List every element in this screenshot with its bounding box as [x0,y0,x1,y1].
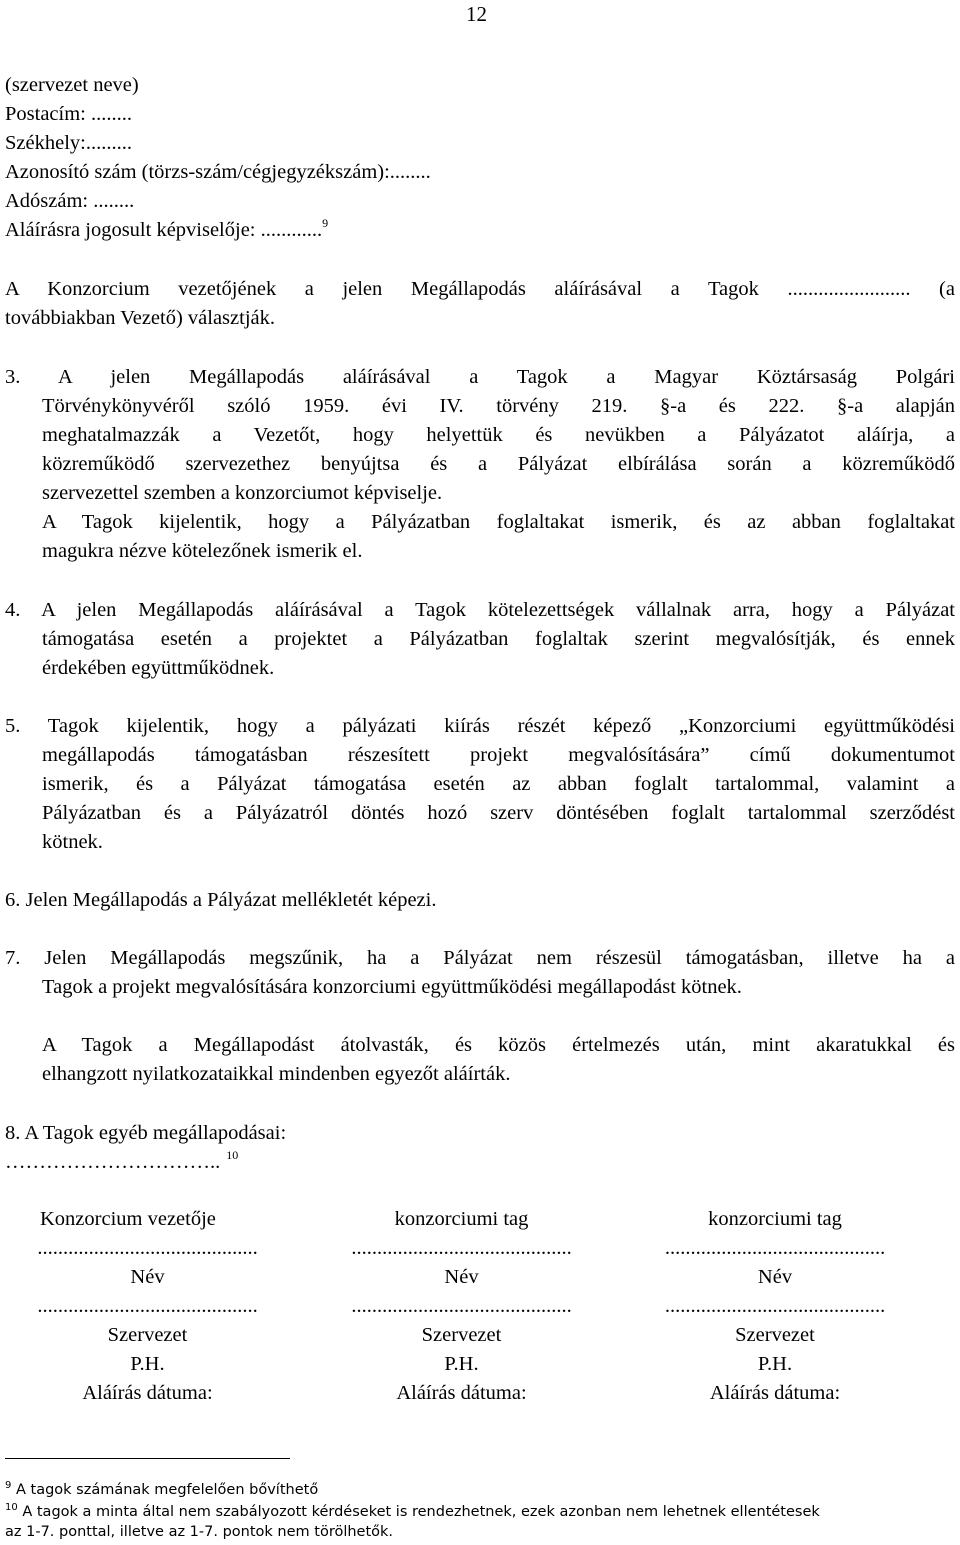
point3-line-2: Törvénykönyvéről szóló 1959. évi IV. törvény 219. §-a és 222. §-a alapján [42,395,955,417]
point8-title: 8. A Tagok egyéb megállapodásai: [5,1122,287,1144]
sig-col2-org-label: Szervezet [421,1324,502,1346]
sig-col3-date: Aláírás dátuma: [709,1382,841,1404]
point7-line-2: Tagok a projekt megvalósítására konzorciumi együttműködési megállapodást kötnek. [42,976,742,998]
id-number-line: Azonosító szám (törzs-szám/cégjegyzékszám):........ [5,161,431,183]
point5-line-3: ismerik, és a Pályázat támogatása esetén az abban foglalt tartalommal, valamint a [42,773,955,795]
sig-col1-title: Konzorcium vezetője [40,1208,216,1230]
footnote-10 [5,1502,820,1522]
footnote-9-text: A tagok számának megfelelően bővíthető [11,1482,319,1498]
sig-col2-title: konzorciumi tag [394,1208,529,1230]
point5-line-5: kötnek. [42,831,103,853]
sig-col1-date: Aláírás dátuma: [82,1382,213,1404]
footnote-ref-10: 10 [226,1148,239,1162]
footnote-10-continuation: az 1-7. ponttal, illetve az 1-7. pontok nem törölhetők. [5,1524,394,1540]
footnote-9 [5,1480,318,1500]
sig-col3-title: konzorciumi tag [708,1208,842,1230]
footnote-ref-9: 9 [322,216,329,230]
point4-line-3: érdekében együttműködnek. [42,657,275,679]
sig-col1-name-label: Név [130,1266,165,1288]
point3-line-1: 3. A jelen Megállapodás aláírásával a Tagok a Magyar Köztársaság Polgári [5,366,955,388]
closing-line-1: A Tagok a Megállapodást átolvasták, és közös értelmezés után, mint akaratukkal és [42,1034,955,1056]
sig-col2-ph: P.H. [444,1353,479,1375]
postal-line: Postacím: ........ [5,103,132,125]
page-number: 12 [466,2,487,26]
sig-col3-org-dots: ........................................... [664,1295,886,1317]
footnote-9-num: 9 [5,1480,12,1491]
point7-line-1: 7. Jelen Megállapodás megszűnik, ha a Pályázat nem részesül támogatásban, illetve ha a [5,947,955,969]
point3-line-4: közreműködő szervezethez benyújtsa és a Pályázat elbírálása során a közreműködő [42,453,955,475]
point4-line-1: 4. A jelen Megállapodás aláírásával a Tagok kötelezettségek vállalnak arra, hogy a Pályázat [5,599,955,621]
point8-dots: ………………………….. [5,1151,221,1173]
signatory-line [5,217,328,243]
footnote-separator [5,1458,290,1459]
sig-col1-org-dots: ........................................... [37,1295,258,1317]
leader-clause-line-1: A Konzorcium vezetőjének a jelen Megállapodás aláírásával a Tagok ........................ (a [5,278,955,300]
point3-line-7: magukra nézve kötelezőnek ismerik el. [42,540,363,562]
seat-line: Székhely:......... [5,132,132,154]
point5-line-1: 5. Tagok kijelentik, hogy a pályázati kiírás részét képező „Konzorciumi együttműködési [5,715,955,737]
point5-line-4: Pályázatban és a Pályázatról döntés hozó szerv döntésében foglalt tartalommal szerződést [42,802,955,824]
leader-clause-line-2: továbbiakban Vezető) választják. [5,307,276,329]
footnote-10-text: A tagok a minta által nem szabályozott kérdéseket is rendezhetnek, ezek azonban nem lehetnek ellentétesek [17,1504,820,1520]
point3-line-6: A Tagok kijelentik, hogy a Pályázatban foglaltakat ismerik, és az abban foglaltakat [42,511,955,533]
sig-col3-name-dots: ........................................... [664,1237,886,1259]
sig-col3-org-label: Szervezet [735,1324,815,1346]
point3-line-5: szervezettel szemben a konzorciumot képviselje. [42,482,443,504]
sig-col2-name-label: Név [444,1266,479,1288]
point4-line-2: támogatása esetén a projektet a Pályázatban foglaltak szerint megvalósítják, és ennek [42,628,955,650]
sig-col2-name-dots: ........................................... [351,1237,572,1259]
point6-line: 6. Jelen Megállapodás a Pályázat mellékletét képezi. [5,889,437,911]
sig-col1-name-dots: ........................................... [37,1237,258,1259]
sig-col1-ph: P.H. [130,1353,165,1375]
sig-col2-org-dots: ........................................... [351,1295,572,1317]
footnote-10-num: 10 [5,1502,18,1513]
point8-dots-line [5,1149,238,1175]
tax-number-line: Adószám: ........ [5,190,135,212]
point3-line-3: meghatalmazzák a Vezetőt, hogy helyettük és nevükben a Pályázatot aláírja, a [42,424,955,446]
sig-col2-date: Aláírás dátuma: [396,1382,527,1404]
closing-line-2: elhangzott nyilatkozataikkal mindenben egyezőt aláírták. [42,1063,511,1085]
sig-col3-name-label: Név [757,1266,793,1288]
signatory-text: Aláírásra jogosult képviselője: ............ [5,219,323,241]
point5-line-2: megállapodás támogatásban részesített projekt megvalósítására” című dokumentumot [42,744,955,766]
org-name-line: (szervezet neve) [5,74,139,96]
sig-col1-org-label: Szervezet [107,1324,188,1346]
sig-col3-ph: P.H. [757,1353,793,1375]
